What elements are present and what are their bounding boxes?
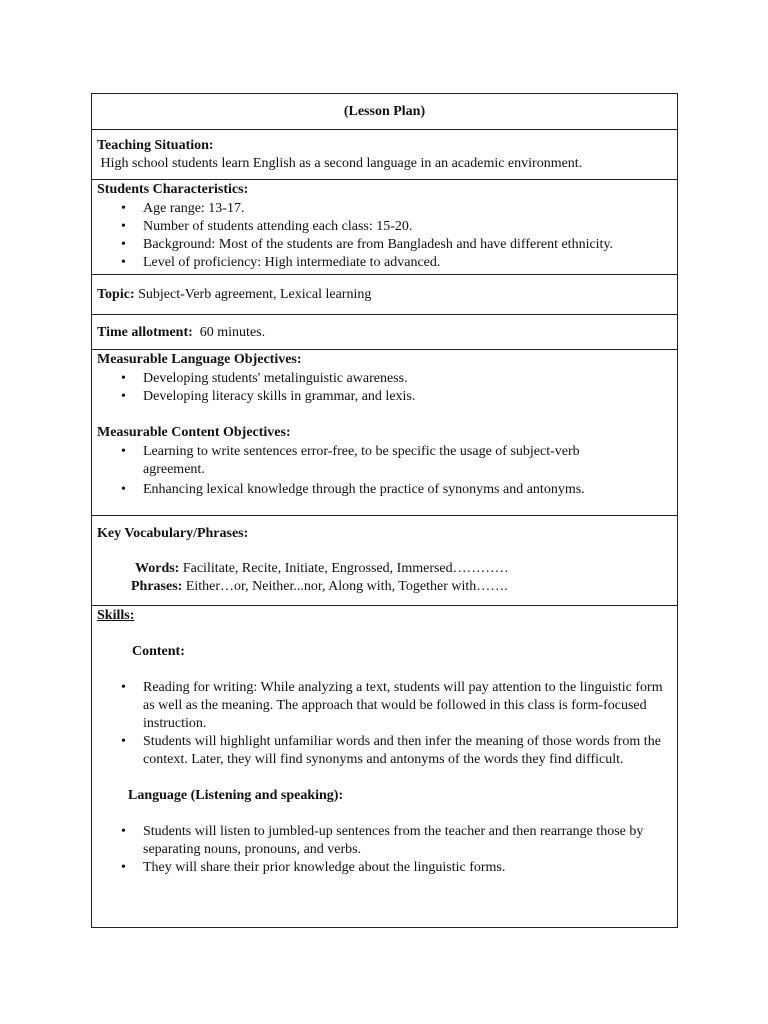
list-item: • Enhancing lexical knowledge through the practice of synonyms and antonyms. xyxy=(97,481,672,499)
language-skills-list xyxy=(97,823,672,877)
students-characteristics-row xyxy=(92,180,677,275)
time-allotment-text: 60 minutes. xyxy=(192,325,266,340)
skills-row xyxy=(92,606,677,927)
vocabulary-label: Key Vocabulary/Phrases: xyxy=(97,526,249,541)
teaching-situation-row xyxy=(92,130,677,180)
list-item: • Students will listen to jumbled-up sentences from the teacher and then rearrange those by separating nouns, pronouns, and verbs. xyxy=(97,823,672,859)
title-row xyxy=(92,94,677,130)
list-item: • They will share their prior knowledge about the linguistic forms. xyxy=(97,859,672,877)
language-objectives-list xyxy=(97,370,672,406)
lesson-plan-title: (Lesson Plan) xyxy=(343,104,426,119)
vocabulary-row xyxy=(92,516,677,606)
phrases-label: Phrases: xyxy=(131,579,183,594)
content-objectives-list xyxy=(97,443,672,499)
language-objectives-label: Measurable Language Objectives: xyxy=(97,352,302,367)
language-skills-label: Language (Listening and speaking): xyxy=(128,788,344,803)
content-objectives-label: Measurable Content Objectives: xyxy=(97,425,291,440)
list-item: • Background: Most of the students are from Bangladesh and have different ethnicity. xyxy=(97,236,672,254)
time-allotment-label: Time allotment: xyxy=(97,325,193,340)
list-item: • Reading for writing: While analyzing a text, students will pay attention to the linguistic form as well as the meaning. The approach that would be followed in this class is form-focused instruction. xyxy=(97,679,672,733)
topic-text: Subject-Verb agreement, Lexical learning xyxy=(134,287,372,302)
students-characteristics-list xyxy=(97,200,672,272)
list-item: • Level of proficiency: High intermediate to advanced. xyxy=(97,254,672,272)
list-item: • Developing literacy skills in grammar, and lexis. xyxy=(97,388,672,406)
teaching-situation-label: Teaching Situation: xyxy=(97,138,214,153)
words-line xyxy=(97,560,672,578)
list-item: • Students will highlight unfamiliar words and then infer the meaning of those words from the context. Later, they will find synonyms and antonyms of the words they find difficult. xyxy=(97,733,672,769)
content-label: Content: xyxy=(132,644,185,659)
lesson-plan-table xyxy=(91,93,678,928)
content-skills-list xyxy=(97,679,672,769)
phrases-line xyxy=(97,578,672,596)
objectives-row xyxy=(92,350,677,516)
students-characteristics-label: Students Characteristics: xyxy=(97,182,249,197)
list-item: • Age range: 13-17. xyxy=(97,200,672,218)
topic-row xyxy=(92,275,677,315)
phrases-text: Either…or, Neither...nor, Along with, Together with……. xyxy=(182,579,508,594)
list-item: • Learning to write sentences error-free, to be specific the usage of subject-verb agreement. xyxy=(97,443,672,479)
teaching-situation-text: High school students learn English as a second language in an academic environment. xyxy=(97,156,583,171)
time-allotment-row xyxy=(92,315,677,350)
words-label: Words: xyxy=(135,561,180,576)
list-item: • Developing students' metalinguistic awareness. xyxy=(97,370,672,388)
list-item: • Number of students attending each class: 15-20. xyxy=(97,218,672,236)
words-text: Facilitate, Recite, Initiate, Engrossed, Immersed………… xyxy=(179,561,509,576)
topic-label: Topic: xyxy=(97,287,135,302)
skills-label: Skills: xyxy=(97,608,135,623)
